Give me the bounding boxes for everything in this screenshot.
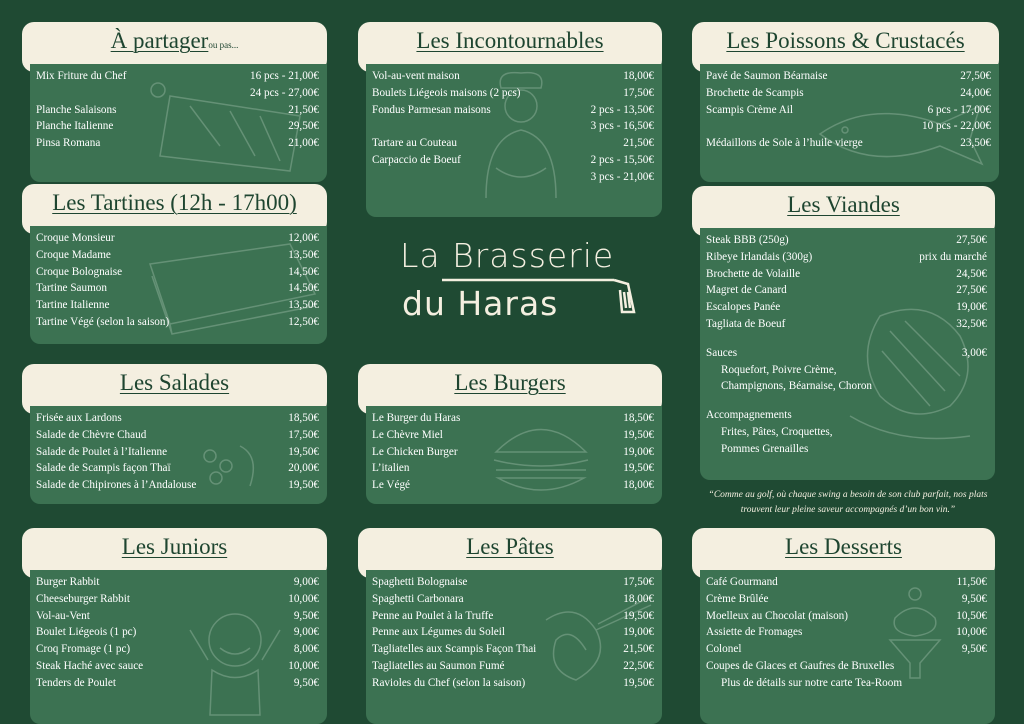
item-name: Steak Haché avec sauce bbox=[36, 659, 144, 672]
item-name: Crème Brûlée bbox=[706, 592, 769, 605]
item-price: 32,50€ bbox=[956, 317, 987, 330]
item-name: Sauces bbox=[706, 346, 738, 359]
item-price: 10,50€ bbox=[956, 609, 987, 622]
item-price: 19,50€ bbox=[623, 428, 654, 441]
section-items bbox=[700, 228, 995, 480]
item-name: Coupes de Glaces et Gaufres de Bruxelles bbox=[706, 659, 895, 672]
menu-item bbox=[706, 658, 987, 675]
menu-item bbox=[36, 477, 319, 494]
item-price: 27,50€ bbox=[960, 70, 991, 82]
note-text: Plus de détails sur notre carte Tea-Room bbox=[721, 676, 903, 689]
menu-item bbox=[372, 410, 654, 427]
item-name: Le Chèvre Miel bbox=[372, 428, 443, 441]
menu-item bbox=[36, 68, 319, 85]
title-text: Les Viandes bbox=[787, 192, 900, 217]
menu-item bbox=[706, 102, 991, 119]
item-name: Croq Fromage (1 pc) bbox=[36, 643, 131, 656]
item-name: Planche Salaisons bbox=[36, 103, 117, 116]
section-title bbox=[22, 28, 327, 54]
menu-item bbox=[36, 410, 319, 427]
item-price: 10,00€ bbox=[956, 626, 987, 639]
item-price: 2 pcs - 13,50€ bbox=[590, 103, 654, 116]
item-name: Escalopes Panée bbox=[706, 301, 781, 314]
item-price: 18,50€ bbox=[288, 412, 319, 424]
menu-item bbox=[36, 247, 319, 264]
item-price: 9,50€ bbox=[293, 609, 319, 622]
section-title bbox=[692, 192, 995, 218]
menu-item bbox=[706, 574, 987, 591]
menu-item bbox=[372, 152, 654, 169]
item-name: Café Gourmand bbox=[706, 576, 778, 588]
item-name: Pinsa Romana bbox=[36, 137, 101, 150]
item-name: Tartine Italienne bbox=[36, 299, 110, 312]
item-price: 19,50€ bbox=[623, 462, 654, 475]
menu-item bbox=[372, 169, 654, 186]
item-price: 9,00€ bbox=[293, 626, 319, 639]
menu-item bbox=[36, 608, 319, 625]
title-text: Les Incontournables bbox=[416, 28, 604, 53]
item-price: 8,00€ bbox=[293, 643, 319, 656]
menu-item bbox=[36, 675, 319, 692]
item-name: Penne aux Légumes du Soleil bbox=[372, 626, 505, 639]
section-title bbox=[692, 28, 999, 54]
section-items bbox=[30, 570, 327, 724]
item-name: Carpaccio de Boeuf bbox=[372, 153, 461, 166]
item-price: 9,50€ bbox=[961, 643, 987, 656]
menu-item bbox=[36, 658, 319, 675]
item-name: L’italien bbox=[372, 462, 410, 475]
item-name: Tartare au Couteau bbox=[372, 137, 457, 150]
menu-item bbox=[706, 378, 987, 395]
menu-item bbox=[706, 591, 987, 608]
menu-item bbox=[36, 427, 319, 444]
item-price: 18,00€ bbox=[623, 70, 654, 82]
item-name: Pommes Grenailles bbox=[721, 442, 809, 455]
item-name: Vol-au-vent maison bbox=[372, 70, 460, 82]
item-name: Croque Monsieur bbox=[36, 232, 115, 244]
menu-item bbox=[36, 102, 319, 119]
item-price: 21,50€ bbox=[623, 137, 654, 150]
menu-item bbox=[36, 624, 319, 641]
item-price: 23,50€ bbox=[960, 137, 991, 150]
item-name: Assiette de Fromages bbox=[706, 626, 803, 639]
item-name: Brochette de Volaille bbox=[706, 267, 801, 280]
item-price: 9,00€ bbox=[293, 576, 319, 588]
item-name: Fondus Parmesan maisons bbox=[372, 103, 491, 116]
menu-item bbox=[372, 591, 654, 608]
item-price: 21,50€ bbox=[623, 643, 654, 656]
title-text: Les Tartines (12h - 17h00) bbox=[52, 190, 297, 215]
item-name: Pavé de Saumon Béarnaise bbox=[706, 70, 828, 82]
menu-item bbox=[706, 316, 987, 333]
menu-item bbox=[36, 280, 319, 297]
item-price: prix du marché bbox=[919, 250, 987, 263]
menu-note bbox=[706, 675, 987, 692]
menu-item bbox=[706, 441, 987, 458]
item-price: 27,50€ bbox=[956, 234, 987, 246]
item-name: Steak BBB (250g) bbox=[706, 234, 789, 246]
item-price: 10,00€ bbox=[288, 659, 319, 672]
section-items bbox=[700, 64, 999, 182]
menu-item bbox=[372, 477, 654, 494]
menu-item bbox=[372, 641, 654, 658]
section-title bbox=[22, 370, 327, 396]
item-price: 16 pcs - 21,00€ bbox=[250, 70, 319, 82]
item-name: Spaghetti Bolognaise bbox=[372, 576, 468, 588]
item-name: Croque Bolognaise bbox=[36, 265, 123, 278]
item-price: 12,50€ bbox=[288, 315, 319, 328]
item-name: Tagliatelles aux Scampis Façon Thai bbox=[372, 643, 537, 656]
title-text: À partager bbox=[110, 28, 209, 53]
menu-item bbox=[36, 264, 319, 281]
menu-item bbox=[706, 118, 991, 135]
item-price: 3 pcs - 16,50€ bbox=[590, 120, 654, 133]
item-name: Salade de Scampis façon Thaï bbox=[36, 462, 171, 475]
menu-item bbox=[706, 424, 987, 441]
menu-item bbox=[36, 135, 319, 152]
item-name: Le Végé bbox=[372, 479, 410, 492]
menu-item bbox=[706, 85, 991, 102]
title-text: Les Burgers bbox=[454, 370, 566, 395]
item-name: Mix Friture du Chef bbox=[36, 70, 127, 82]
item-price: 19,00€ bbox=[623, 626, 654, 639]
menu-item bbox=[706, 135, 991, 152]
item-price: 18,00€ bbox=[623, 592, 654, 605]
menu-item bbox=[372, 118, 654, 135]
item-price: 22,50€ bbox=[623, 659, 654, 672]
item-name: Moelleux au Chocolat (maison) bbox=[706, 609, 848, 622]
item-name: Planche Italienne bbox=[36, 120, 114, 133]
section-items bbox=[366, 64, 662, 217]
spacer bbox=[706, 395, 987, 407]
item-price: 13,50€ bbox=[288, 299, 319, 312]
menu-item bbox=[372, 658, 654, 675]
menu-item bbox=[706, 641, 987, 658]
section-items bbox=[366, 570, 662, 724]
menu-item bbox=[36, 85, 319, 102]
section-title bbox=[692, 534, 995, 560]
menu-item bbox=[372, 85, 654, 102]
item-price: 18,00€ bbox=[623, 479, 654, 492]
menu-item bbox=[36, 118, 319, 135]
menu-item bbox=[372, 608, 654, 625]
menu-item bbox=[372, 624, 654, 641]
item-price: 19,50€ bbox=[623, 676, 654, 689]
item-price: 10,00€ bbox=[288, 592, 319, 605]
section-title bbox=[358, 370, 662, 396]
item-price: 17,50€ bbox=[623, 576, 654, 588]
item-name: Spaghetti Carbonara bbox=[372, 592, 464, 605]
logo-line-1: La Brasserie bbox=[400, 236, 615, 275]
menu-item bbox=[706, 249, 987, 266]
section-items bbox=[366, 406, 662, 504]
menu-item bbox=[372, 102, 654, 119]
item-name: Penne au Poulet à la Truffe bbox=[372, 609, 494, 622]
spacer bbox=[706, 333, 987, 345]
menu-item bbox=[706, 282, 987, 299]
menu-item bbox=[706, 232, 987, 249]
item-name: Salade de Chèvre Chaud bbox=[36, 428, 147, 441]
title-text: Les Juniors bbox=[121, 534, 228, 559]
section-items bbox=[700, 570, 995, 724]
menu-item bbox=[706, 407, 987, 424]
subtitle-text: ou pas... bbox=[208, 40, 239, 50]
item-price: 19,50€ bbox=[623, 609, 654, 622]
title-text: Les Poissons & Crustacés bbox=[726, 28, 965, 53]
logo-line-2: du Haras bbox=[402, 284, 559, 323]
item-name: Tagliata de Boeuf bbox=[706, 317, 786, 330]
section-items bbox=[30, 406, 327, 504]
item-price: 11,50€ bbox=[956, 576, 987, 588]
item-price: 9,50€ bbox=[293, 676, 319, 689]
item-price: 12,00€ bbox=[288, 232, 319, 244]
item-name: Accompagnements bbox=[706, 409, 792, 422]
item-price: 17,50€ bbox=[623, 86, 654, 99]
wine-quote: “Comme au golf, où chaque swing a besoin de son club parfait, nos plats trouvent leur pleine saveur accompagnés d’un bon vin.” bbox=[708, 490, 988, 515]
section-items bbox=[30, 64, 327, 182]
item-name: Scampis Crème Ail bbox=[706, 103, 794, 116]
menu-item bbox=[706, 608, 987, 625]
title-text: Les Pâtes bbox=[466, 534, 554, 559]
item-name: Le Burger du Haras bbox=[372, 412, 461, 424]
item-price: 13,50€ bbox=[288, 248, 319, 261]
item-name: Frisée aux Lardons bbox=[36, 412, 122, 424]
item-price: 19,00€ bbox=[956, 301, 987, 314]
item-name: Salade de Chipirones à l’Andalouse bbox=[36, 479, 197, 492]
title-text: Les Desserts bbox=[785, 534, 902, 559]
menu-item bbox=[372, 444, 654, 461]
item-name: Brochette de Scampis bbox=[706, 86, 804, 99]
item-price: 24,00€ bbox=[960, 86, 991, 99]
item-name: Tartine Végé (selon la saison) bbox=[36, 315, 170, 328]
item-price: 3 pcs - 21,00€ bbox=[590, 170, 654, 183]
item-name: Boulets Liégeois maisons (2 pcs) bbox=[372, 86, 521, 99]
item-name: Le Chicken Burger bbox=[372, 445, 458, 458]
section-title bbox=[22, 190, 327, 216]
menu-item bbox=[36, 230, 319, 247]
item-name: Vol-au-Vent bbox=[36, 609, 90, 622]
menu-item bbox=[706, 266, 987, 283]
item-price: 14,50€ bbox=[288, 265, 319, 278]
item-name: Magret de Canard bbox=[706, 284, 787, 297]
item-price: 24,50€ bbox=[956, 267, 987, 280]
item-price: 9,50€ bbox=[961, 592, 987, 605]
item-price: 10 pcs - 22,00€ bbox=[922, 120, 991, 133]
item-name: Cheeseburger Rabbit bbox=[36, 592, 130, 605]
menu-item bbox=[36, 297, 319, 314]
item-price: 3,00€ bbox=[961, 346, 987, 359]
menu-item bbox=[36, 314, 319, 331]
menu-item bbox=[706, 362, 987, 379]
menu-item bbox=[372, 68, 654, 85]
item-price: 21,50€ bbox=[288, 103, 319, 116]
item-price: 6 pcs - 17,00€ bbox=[927, 103, 991, 116]
menu-item bbox=[706, 68, 991, 85]
item-name: Burger Rabbit bbox=[36, 576, 100, 588]
menu-item bbox=[36, 574, 319, 591]
item-name: Ravioles du Chef (selon la saison) bbox=[372, 676, 526, 689]
item-name: Médaillons de Sole à l’huile vierge bbox=[706, 137, 863, 150]
item-name: Colonel bbox=[706, 643, 742, 656]
menu-item bbox=[372, 135, 654, 152]
item-name: Tagliatelles au Saumon Fumé bbox=[372, 659, 505, 672]
item-name: Croque Madame bbox=[36, 248, 111, 261]
menu-item bbox=[36, 591, 319, 608]
item-name: Roquefort, Poivre Crème, bbox=[721, 363, 837, 376]
item-price: 29,50€ bbox=[288, 120, 319, 133]
menu-item bbox=[372, 574, 654, 591]
item-price: 14,50€ bbox=[288, 282, 319, 295]
section-title bbox=[22, 534, 327, 560]
menu-item bbox=[372, 675, 654, 692]
menu-item bbox=[706, 299, 987, 316]
menu-item bbox=[372, 460, 654, 477]
item-price: 18,50€ bbox=[623, 412, 654, 424]
item-price: 27,50€ bbox=[956, 284, 987, 297]
menu-item bbox=[372, 427, 654, 444]
item-price: 19,50€ bbox=[288, 445, 319, 458]
item-name: Boulet Liégeois (1 pc) bbox=[36, 626, 137, 639]
title-text: Les Salades bbox=[119, 370, 230, 395]
item-name: Salade de Poulet à l’Italienne bbox=[36, 445, 168, 458]
section-title bbox=[358, 534, 662, 560]
item-name: Champignons, Béarnaise, Choron bbox=[721, 380, 873, 393]
menu-item bbox=[706, 624, 987, 641]
item-price: 19,50€ bbox=[288, 479, 319, 492]
section-title bbox=[358, 28, 662, 54]
item-name: Frites, Pâtes, Croquettes, bbox=[721, 425, 833, 438]
item-price: 20,00€ bbox=[288, 462, 319, 475]
item-price: 24 pcs - 27,00€ bbox=[250, 86, 319, 99]
menu-item bbox=[36, 460, 319, 477]
section-items bbox=[30, 226, 327, 344]
item-name: Tenders de Poulet bbox=[36, 676, 116, 689]
item-price: 2 pcs - 15,50€ bbox=[590, 153, 654, 166]
item-price: 19,00€ bbox=[623, 445, 654, 458]
menu-item bbox=[706, 345, 987, 362]
item-price: 17,50€ bbox=[288, 428, 319, 441]
menu-item bbox=[36, 444, 319, 461]
menu-item bbox=[36, 641, 319, 658]
item-price: 21,00€ bbox=[288, 137, 319, 150]
item-name: Ribeye Irlandais (300g) bbox=[706, 250, 813, 263]
item-name: Tartine Saumon bbox=[36, 282, 107, 295]
